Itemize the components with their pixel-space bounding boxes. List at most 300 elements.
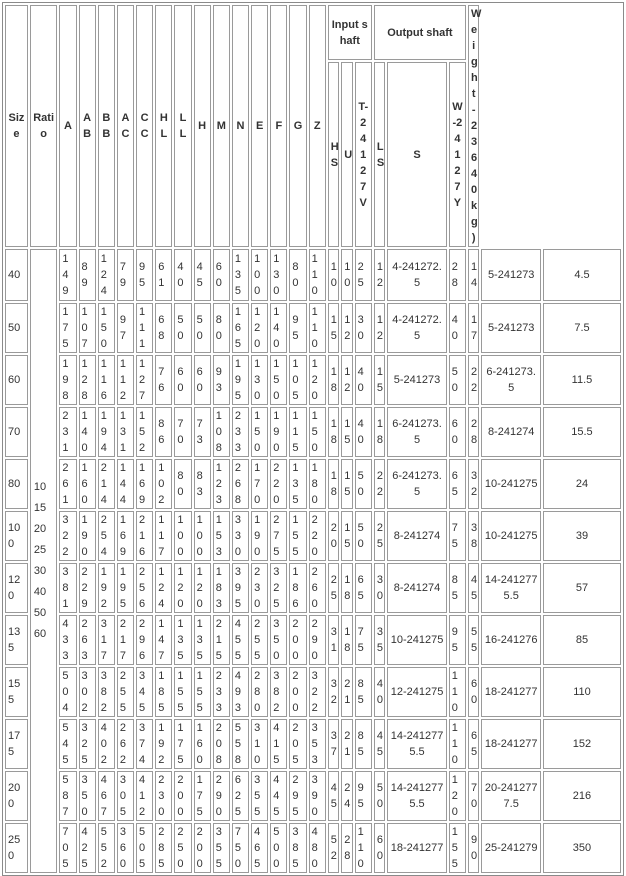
dimension-cell: 205 xyxy=(289,719,306,769)
dimension-cell: 322 xyxy=(309,667,326,717)
input-u-cell: 15 xyxy=(374,355,385,405)
dimension-cell: 317 xyxy=(98,615,115,665)
dimension-cell: 21 xyxy=(341,667,352,717)
dimension-cell: 111 xyxy=(136,303,153,353)
dimension-cell: 382 xyxy=(98,667,115,717)
input-shaft-header: Input shaft xyxy=(328,5,372,60)
input-key-cell: 8-241274 xyxy=(387,563,447,613)
output-ls-cell: 120 xyxy=(449,771,466,821)
dimension-cell: 21 xyxy=(341,719,352,769)
dimension-cell: 500 xyxy=(270,823,287,873)
dimension-cell: 374 xyxy=(136,719,153,769)
input-hs-cell: 40 xyxy=(355,407,372,457)
output-ls-cell: 40 xyxy=(449,303,466,353)
table-row xyxy=(5,303,621,353)
input-key-cell: 14-2412775.5 xyxy=(387,771,447,821)
output-key-cell: 25-241279 xyxy=(481,823,541,873)
output-s-cell: 90 xyxy=(468,823,479,873)
dimension-cell: 355 xyxy=(213,823,230,873)
dimension-cell: 455 xyxy=(232,615,249,665)
dimension-cell: 194 xyxy=(98,407,115,457)
dimension-cell: 89 xyxy=(79,249,96,301)
dimension-cell: 15 xyxy=(341,459,352,509)
dimension-cell: 120 xyxy=(174,563,191,613)
dimension-cell: 120 xyxy=(309,355,326,405)
input-u-cell: 22 xyxy=(374,459,385,509)
output-key-cell: 16-241276 xyxy=(481,615,541,665)
input-u-cell: 35 xyxy=(374,615,385,665)
output-key-cell: 14-2412775.5 xyxy=(481,563,541,613)
weight-cell: 11.5 xyxy=(543,355,621,405)
input-u-cell: 25 xyxy=(374,511,385,561)
ratio-cell xyxy=(30,249,57,873)
input-hs-cell: 85 xyxy=(355,719,372,769)
dimension-cell: 208 xyxy=(213,719,230,769)
dim-header-bb: BB xyxy=(98,5,115,247)
size-cell: 135 xyxy=(5,615,28,665)
dimension-cell: 130 xyxy=(270,249,287,301)
size-cell: 175 xyxy=(5,719,28,769)
input-hs-header: HS xyxy=(328,62,339,247)
table-row xyxy=(5,355,621,405)
table-row xyxy=(5,667,621,717)
output-s-cell: 45 xyxy=(468,563,479,613)
dimension-cell: 385 xyxy=(289,823,306,873)
dimension-cell: 175 xyxy=(174,719,191,769)
ratio-value: 20 xyxy=(33,523,47,535)
dimension-cell: 302 xyxy=(79,667,96,717)
output-key-cell: 6-241273.5 xyxy=(481,355,541,405)
size-cell: 120 xyxy=(5,563,28,613)
dimension-cell: 50 xyxy=(174,303,191,353)
dimension-cell: 100 xyxy=(174,511,191,561)
dimension-cell: 255 xyxy=(117,667,134,717)
dimension-cell: 37 xyxy=(328,719,339,769)
input-key-cell: 5-241273 xyxy=(387,355,447,405)
input-key-cell: 6-241273.5 xyxy=(387,459,447,509)
output-ls-cell: 110 xyxy=(449,667,466,717)
dimension-cell: 95 xyxy=(289,303,306,353)
dimension-cell: 504 xyxy=(59,667,76,717)
dimension-cell: 50 xyxy=(194,303,211,353)
dimension-cell: 144 xyxy=(117,459,134,509)
weight-cell: 7.5 xyxy=(543,303,621,353)
output-ls-cell: 155 xyxy=(449,823,466,873)
dimension-cell: 198 xyxy=(59,355,76,405)
dimension-cell: 325 xyxy=(79,719,96,769)
dimension-cell: 15 xyxy=(341,407,352,457)
dimension-cell: 70 xyxy=(174,407,191,457)
dimension-cell: 170 xyxy=(251,459,268,509)
dimension-cell: 322 xyxy=(59,511,76,561)
table-row xyxy=(5,771,621,821)
dimension-cell: 355 xyxy=(251,771,268,821)
dimension-cell: 25 xyxy=(328,563,339,613)
dimension-cell: 18 xyxy=(341,615,352,665)
dimension-cell: 18 xyxy=(328,407,339,457)
dimension-cell: 261 xyxy=(59,459,76,509)
dimension-cell: 169 xyxy=(117,511,134,561)
dimension-cell: 254 xyxy=(98,511,115,561)
output-ls-cell: 28 xyxy=(449,249,466,301)
dimension-cell: 230 xyxy=(251,563,268,613)
dimension-cell: 190 xyxy=(270,407,287,457)
input-key-cell: 12-241275 xyxy=(387,667,447,717)
input-key-cell: 6-241273.5 xyxy=(387,407,447,457)
dimension-cell: 79 xyxy=(117,249,134,301)
weight-cell: 57 xyxy=(543,563,621,613)
dimension-cell: 183 xyxy=(213,563,230,613)
dimension-cell: 60 xyxy=(213,249,230,301)
dimension-cell: 250 xyxy=(174,823,191,873)
output-s-cell: 60 xyxy=(468,667,479,717)
dimension-cell: 280 xyxy=(251,667,268,717)
dimension-cell: 220 xyxy=(309,511,326,561)
output-key-cell: 5-241273 xyxy=(481,303,541,353)
dim-header-ll: LL xyxy=(174,5,191,247)
dimension-cell: 345 xyxy=(136,667,153,717)
dim-header-e: E xyxy=(251,5,268,247)
dimension-cell: 31 xyxy=(328,615,339,665)
dimension-cell: 18 xyxy=(328,355,339,405)
dimension-cell: 395 xyxy=(232,563,249,613)
dimension-cell: 350 xyxy=(79,771,96,821)
output-key-cell: 10-241275 xyxy=(481,459,541,509)
output-ls-cell: 60 xyxy=(449,407,466,457)
dimension-cell: 152 xyxy=(136,407,153,457)
dimension-cell: 260 xyxy=(309,563,326,613)
dimension-cell: 296 xyxy=(136,615,153,665)
ratio-value: 40 xyxy=(33,586,47,598)
dimension-cell: 80 xyxy=(289,249,306,301)
dimension-cell: 130 xyxy=(251,355,268,405)
size-cell: 155 xyxy=(5,667,28,717)
table-row xyxy=(5,563,621,613)
dim-header-z: Z xyxy=(309,5,326,247)
dimension-cell: 93 xyxy=(213,355,230,405)
dimension-cell: 200 xyxy=(289,615,306,665)
dimension-cell: 229 xyxy=(79,563,96,613)
size-cell: 40 xyxy=(5,249,28,301)
output-key-cell: 10-241275 xyxy=(481,511,541,561)
dimension-cell: 256 xyxy=(136,563,153,613)
dimension-cell: 290 xyxy=(213,771,230,821)
dimension-cell: 117 xyxy=(155,511,172,561)
dim-header-ac: AC xyxy=(117,5,134,247)
weight-cell: 350 xyxy=(543,823,621,873)
dimension-cell: 108 xyxy=(213,407,230,457)
dimension-cell: 73 xyxy=(194,407,211,457)
input-hs-cell: 50 xyxy=(355,511,372,561)
input-hs-cell: 110 xyxy=(355,823,372,873)
dimension-cell: 195 xyxy=(117,563,134,613)
ratio-value: 25 xyxy=(33,544,47,556)
dimension-cell: 305 xyxy=(117,771,134,821)
dimension-cell: 100 xyxy=(251,249,268,301)
dimension-cell: 127 xyxy=(136,355,153,405)
dimension-cell: 15 xyxy=(328,303,339,353)
dimension-cell: 558 xyxy=(232,719,249,769)
input-u-cell: 12 xyxy=(374,303,385,353)
dimension-cell: 190 xyxy=(251,511,268,561)
output-key-cell: 8-241274 xyxy=(481,407,541,457)
dimension-cell: 110 xyxy=(309,249,326,301)
dimension-cell: 10 xyxy=(341,249,352,301)
table-row xyxy=(5,459,621,509)
dimension-cell: 120 xyxy=(251,303,268,353)
output-s-cell: 14 xyxy=(468,249,479,301)
input-u-cell: 50 xyxy=(374,771,385,821)
dimension-cell: 493 xyxy=(232,667,249,717)
output-s-cell: 55 xyxy=(468,615,479,665)
input-hs-cell: 25 xyxy=(355,249,372,301)
dimension-cell: 200 xyxy=(174,771,191,821)
dimension-cell: 200 xyxy=(194,823,211,873)
output-s-cell: 28 xyxy=(468,407,479,457)
dimension-cell: 105 xyxy=(289,355,306,405)
output-key-cell: 18-241277 xyxy=(481,719,541,769)
table-row xyxy=(5,719,621,769)
dimension-cell: 52 xyxy=(328,823,339,873)
dimension-cell: 155 xyxy=(174,667,191,717)
output-s-cell: 65 xyxy=(468,719,479,769)
dimension-cell: 131 xyxy=(117,407,134,457)
size-cell: 70 xyxy=(5,407,28,457)
dimension-cell: 425 xyxy=(79,823,96,873)
weight-cell: 24 xyxy=(543,459,621,509)
dimension-cell: 192 xyxy=(98,563,115,613)
input-u-cell: 30 xyxy=(374,563,385,613)
dimension-cell: 83 xyxy=(194,459,211,509)
output-shaft-header: Output shaft xyxy=(374,5,466,60)
input-u-cell: 18 xyxy=(374,407,385,457)
dimension-cell: 20 xyxy=(328,511,339,561)
dim-header-g: G xyxy=(289,5,306,247)
dim-header-ab: AB xyxy=(79,5,96,247)
input-key-cell: 8-241274 xyxy=(387,511,447,561)
size-header: Size xyxy=(5,5,28,247)
output-key-header: W-24127Y xyxy=(449,62,466,247)
dimension-cell: 217 xyxy=(117,615,134,665)
dimension-cell: 268 xyxy=(232,459,249,509)
input-key-cell: 4-241272.5 xyxy=(387,303,447,353)
dimension-cell: 61 xyxy=(155,249,172,301)
dimension-cell: 433 xyxy=(59,615,76,665)
dimension-cell: 353 xyxy=(309,719,326,769)
input-key-cell: 14-2412775.5 xyxy=(387,719,447,769)
dimension-cell: 135 xyxy=(174,615,191,665)
dimension-cell: 150 xyxy=(98,303,115,353)
size-cell: 60 xyxy=(5,355,28,405)
dim-header-m: M xyxy=(213,5,230,247)
dimension-cell: 216 xyxy=(136,511,153,561)
dimension-cell: 45 xyxy=(194,249,211,301)
output-key-cell: 5-241273 xyxy=(481,249,541,301)
table-row xyxy=(5,615,621,665)
output-s-cell: 22 xyxy=(468,355,479,405)
dimension-cell: 150 xyxy=(309,407,326,457)
dimension-cell: 95 xyxy=(136,249,153,301)
output-ls-cell: 95 xyxy=(449,615,466,665)
dimension-cell: 150 xyxy=(270,355,287,405)
dimension-cell: 115 xyxy=(289,407,306,457)
dim-header-cc: CC xyxy=(136,5,153,247)
dimension-cell: 285 xyxy=(155,823,172,873)
dimension-cell: 120 xyxy=(194,563,211,613)
dimension-cell: 480 xyxy=(309,823,326,873)
dimension-cell: 220 xyxy=(270,459,287,509)
dimension-cell: 160 xyxy=(194,719,211,769)
dimension-cell: 147 xyxy=(155,615,172,665)
dimension-cell: 80 xyxy=(213,303,230,353)
dimension-cell: 186 xyxy=(289,563,306,613)
dimension-cell: 230 xyxy=(155,771,172,821)
dim-header-hl: HL xyxy=(155,5,172,247)
specification-table xyxy=(2,2,624,876)
dimension-cell: 169 xyxy=(136,459,153,509)
size-cell: 80 xyxy=(5,459,28,509)
dimension-cell: 587 xyxy=(59,771,76,821)
dimension-cell: 10 xyxy=(328,249,339,301)
output-s-cell: 17 xyxy=(468,303,479,353)
output-ls-cell: 50 xyxy=(449,355,466,405)
dimension-cell: 705 xyxy=(59,823,76,873)
table-row xyxy=(5,823,621,873)
header-row-1 xyxy=(5,5,621,60)
dimension-cell: 290 xyxy=(309,615,326,665)
weight-cell: 15.5 xyxy=(543,407,621,457)
size-cell: 50 xyxy=(5,303,28,353)
table-row xyxy=(5,511,621,561)
input-hs-cell: 50 xyxy=(355,459,372,509)
dimension-cell: 149 xyxy=(59,249,76,301)
dimension-cell: 140 xyxy=(270,303,287,353)
dimension-cell: 750 xyxy=(232,823,249,873)
dimension-cell: 295 xyxy=(289,771,306,821)
dimension-cell: 192 xyxy=(155,719,172,769)
dimension-cell: 135 xyxy=(289,459,306,509)
input-u-cell: 60 xyxy=(374,823,385,873)
weight-cell: 85 xyxy=(543,615,621,665)
input-hs-cell: 75 xyxy=(355,615,372,665)
dimension-cell: 123 xyxy=(213,459,230,509)
dimension-cell: 150 xyxy=(251,407,268,457)
dimension-cell: 135 xyxy=(194,615,211,665)
dimension-cell: 545 xyxy=(59,719,76,769)
dimension-cell: 190 xyxy=(79,511,96,561)
dimension-cell: 552 xyxy=(98,823,115,873)
dimension-cell: 255 xyxy=(251,615,268,665)
dimension-cell: 18 xyxy=(341,563,352,613)
dimension-cell: 86 xyxy=(155,407,172,457)
dimension-cell: 140 xyxy=(79,407,96,457)
ratio-value: 30 xyxy=(33,565,47,577)
dimension-cell: 155 xyxy=(289,511,306,561)
dimension-cell: 12 xyxy=(341,303,352,353)
dimension-cell: 175 xyxy=(194,771,211,821)
dimension-cell: 175 xyxy=(59,303,76,353)
dim-header-h: H xyxy=(194,5,211,247)
table-row xyxy=(5,249,621,301)
weight-cell: 110 xyxy=(543,667,621,717)
dimension-cell: 160 xyxy=(79,459,96,509)
output-s-header: S xyxy=(387,62,447,247)
output-s-cell: 32 xyxy=(468,459,479,509)
table-row xyxy=(5,407,621,457)
dimension-cell: 465 xyxy=(251,823,268,873)
input-hs-cell: 85 xyxy=(355,667,372,717)
input-key-header: T-24127V xyxy=(355,62,372,247)
dimension-cell: 467 xyxy=(98,771,115,821)
output-ls-cell: 75 xyxy=(449,511,466,561)
dimension-cell: 233 xyxy=(232,407,249,457)
ratio-value: 50 xyxy=(33,607,47,619)
dimension-cell: 625 xyxy=(232,771,249,821)
input-key-cell: 18-241277 xyxy=(387,823,447,873)
size-cell: 100 xyxy=(5,511,28,561)
dimension-cell: 100 xyxy=(194,511,211,561)
dimension-cell: 32 xyxy=(328,667,339,717)
ratio-header: Ratio xyxy=(30,5,57,247)
dimension-cell: 415 xyxy=(270,719,287,769)
size-cell: 200 xyxy=(5,771,28,821)
dimension-cell: 135 xyxy=(232,249,249,301)
weight-cell: 4.5 xyxy=(543,249,621,301)
dimension-cell: 382 xyxy=(270,667,287,717)
weight-cell: 39 xyxy=(543,511,621,561)
dimension-cell: 128 xyxy=(79,355,96,405)
dimension-cell: 28 xyxy=(341,823,352,873)
output-key-cell: 20-2412777.5 xyxy=(481,771,541,821)
dimension-cell: 330 xyxy=(232,511,249,561)
dimension-cell: 165 xyxy=(232,303,249,353)
dimension-cell: 97 xyxy=(117,303,134,353)
weight-header: Weight-23640kg) xyxy=(468,5,479,247)
dimension-cell: 112 xyxy=(117,355,134,405)
dimension-cell: 231 xyxy=(59,407,76,457)
dimension-cell: 18 xyxy=(328,459,339,509)
output-s-cell: 38 xyxy=(468,511,479,561)
dimension-cell: 200 xyxy=(289,667,306,717)
dimension-cell: 263 xyxy=(79,615,96,665)
output-ls-cell: 110 xyxy=(449,719,466,769)
dimension-cell: 15 xyxy=(341,511,352,561)
dimension-cell: 116 xyxy=(98,355,115,405)
dimension-cell: 195 xyxy=(232,355,249,405)
input-hs-cell: 95 xyxy=(355,771,372,821)
input-hs-cell: 30 xyxy=(355,303,372,353)
weight-cell: 152 xyxy=(543,719,621,769)
dimension-cell: 214 xyxy=(98,459,115,509)
ratio-value: 15 xyxy=(33,502,47,514)
output-ls-cell: 65 xyxy=(449,459,466,509)
input-u-header: U xyxy=(341,62,352,247)
dimension-cell: 360 xyxy=(117,823,134,873)
dimension-cell: 275 xyxy=(270,511,287,561)
dimension-cell: 107 xyxy=(79,303,96,353)
input-key-cell: 10-241275 xyxy=(387,615,447,665)
dimension-cell: 215 xyxy=(213,615,230,665)
dimension-cell: 68 xyxy=(155,303,172,353)
input-key-cell: 4-241272.5 xyxy=(387,249,447,301)
input-u-cell: 45 xyxy=(374,719,385,769)
dimension-cell: 24 xyxy=(341,771,352,821)
output-ls-cell: 85 xyxy=(449,563,466,613)
ratio-value: 10 xyxy=(33,481,47,493)
dimension-cell: 390 xyxy=(309,771,326,821)
dimension-cell: 445 xyxy=(270,771,287,821)
dimension-cell: 505 xyxy=(136,823,153,873)
